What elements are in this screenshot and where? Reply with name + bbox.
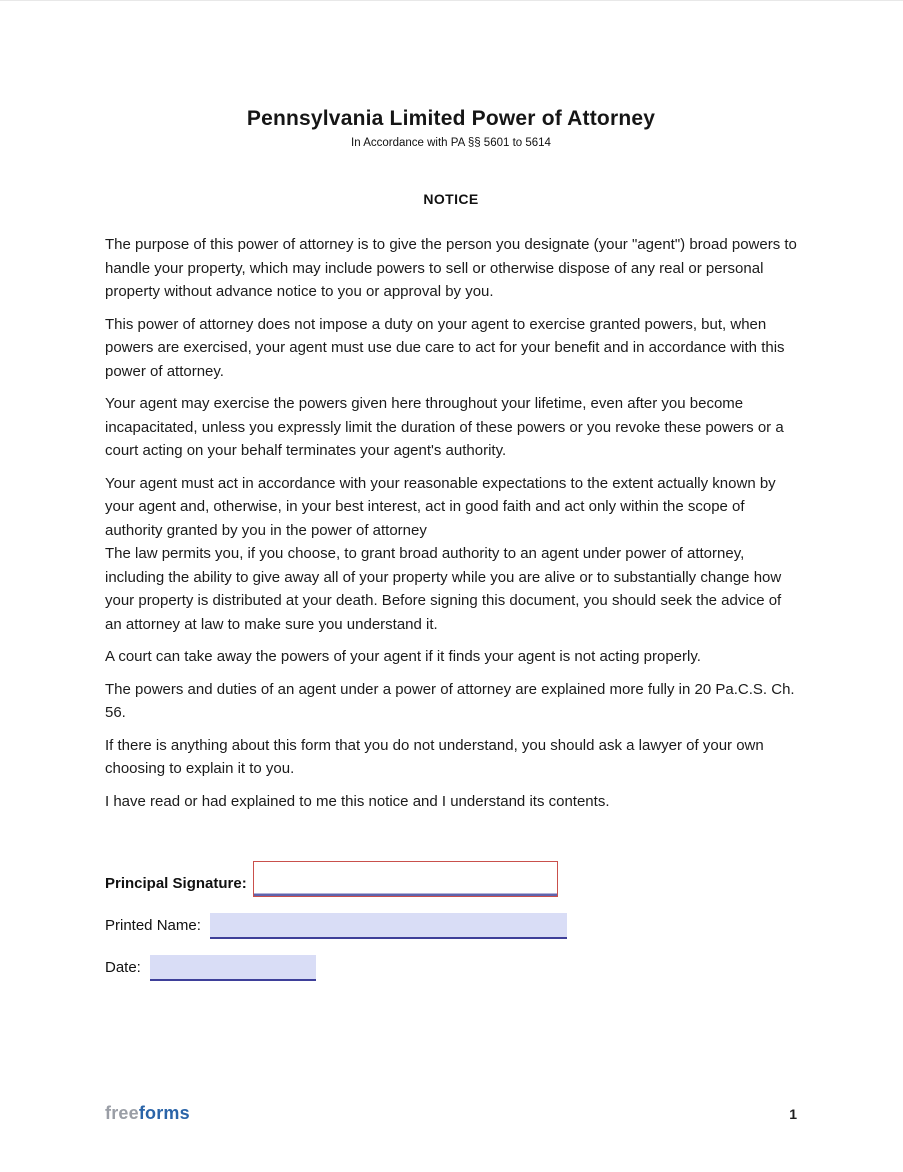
notice-paragraph: If there is anything about this form that you do not understand, you should ask a lawyer of your own choosing to explain it to you. xyxy=(105,736,764,777)
signature-section xyxy=(105,861,797,981)
printed-name-label: Printed Name: xyxy=(105,917,201,934)
notice-paragraph: The purpose of this power of attorney is to give the person you designate (your "agent") broad powers to handle your property, which may include powers to sell or otherwise dispose of any real or personal property without advance notice to you or approval by you. xyxy=(105,236,797,300)
document-title: Pennsylvania Limited Power of Attorney xyxy=(246,107,656,130)
notice-body xyxy=(105,233,797,813)
document-subtitle: In Accordance with PA §§ 5601 to 5614 xyxy=(351,137,551,149)
notice-paragraph: A court can take away the powers of your agent if it finds your agent is not acting properly. xyxy=(105,648,701,665)
notice-paragraph: Your agent must act in accordance with your reasonable expectations to the extent actually known by your agent and, otherwise, in your best interest, act in good faith and act only within the scope of authority granted by you in the power of attorney xyxy=(105,474,776,539)
principal-signature-label: Principal Signature: xyxy=(105,875,247,892)
principal-signature-field[interactable] xyxy=(253,861,558,897)
notice-paragraph: The powers and duties of an agent under a power of attorney are explained more fully in 20 Pa.C.S. Ch. 56. xyxy=(105,680,795,721)
notice-paragraph: I have read or had explained to me this notice and I understand its contents. xyxy=(105,792,610,810)
notice-paragraph: Your agent may exercise the powers given here throughout your lifetime, even after you become incapacitated, unless you expressly limit the duration of these powers or you revoke these powers or a court acting on your behalf terminates your agent's authority. xyxy=(105,395,784,459)
date-label: Date: xyxy=(105,959,141,976)
notice-heading: NOTICE xyxy=(423,191,479,207)
printed-name-row xyxy=(105,913,797,939)
principal-signature-row xyxy=(105,861,797,897)
page-footer xyxy=(105,1103,797,1124)
freeforms-logo xyxy=(105,1103,190,1124)
notice-paragraph: This power of attorney does not impose a duty on your agent to exercise granted powers, but, when powers are exercised, your agent must use due care to act for your benefit and in accordance with this power of attorney. xyxy=(105,315,785,380)
date-field[interactable] xyxy=(150,955,316,981)
page-number: 1 xyxy=(789,1105,797,1122)
brand-forms-text: forms xyxy=(138,1103,190,1123)
printed-name-field[interactable] xyxy=(210,913,567,939)
document-content xyxy=(0,1,903,981)
brand-free-text: free xyxy=(105,1103,139,1123)
date-row xyxy=(105,955,797,981)
notice-paragraph: The law permits you, if you choose, to grant broad authority to an agent under power of attorney, including the ability to give away all of your property while you are alive or to substantially change how your property is distributed at your death. Before signing this document, you should seek the advice of an attorney at law to make sure you understand it. xyxy=(105,545,782,633)
